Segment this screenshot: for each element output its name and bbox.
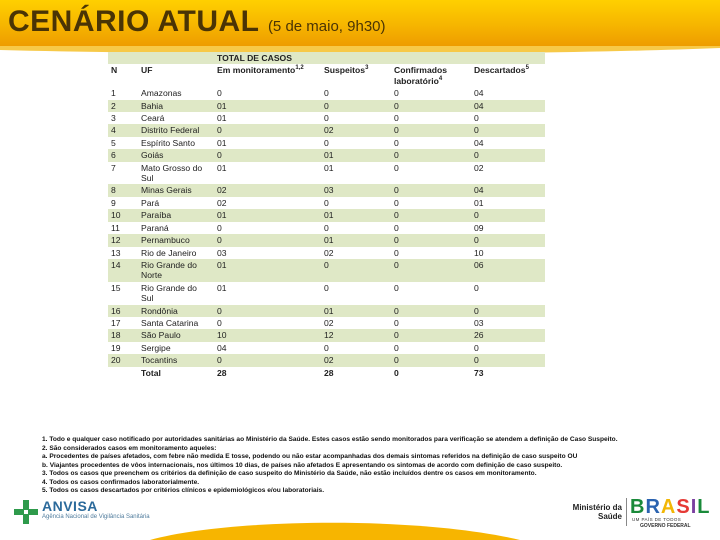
table-cell: 0 <box>394 317 399 328</box>
table-row <box>108 305 545 317</box>
table-row <box>108 247 545 259</box>
table-cell: 6 <box>111 150 116 161</box>
table-cell: 10 <box>111 210 121 221</box>
anvisa-cross-icon <box>14 500 38 524</box>
table-cell: Pará <box>141 197 160 208</box>
table-cell: 9 <box>111 197 116 208</box>
table-cell: 0 <box>217 150 222 161</box>
table-cell: Santa Catarina <box>141 317 199 328</box>
table-cell: 02 <box>217 197 227 208</box>
table-cell: 01 <box>324 210 334 221</box>
table-cell: Paraná <box>141 222 169 233</box>
table-cell: 01 <box>474 197 484 208</box>
table-row <box>108 259 545 282</box>
table-cell: 0 <box>324 137 329 148</box>
table-cell: 0 <box>394 282 399 293</box>
table-cell: 15 <box>111 282 121 293</box>
table-cell: 28 <box>217 367 227 378</box>
table-row <box>108 342 545 354</box>
table-cell: 03 <box>474 317 484 328</box>
table-cell: Tocantins <box>141 355 178 366</box>
table-cell: Total <box>141 367 161 378</box>
table-cell: 0 <box>474 235 479 246</box>
column-header: Confirmados laboratório$^4$ <box>394 65 447 86</box>
table-cell: 0 <box>217 235 222 246</box>
table-cell: 18 <box>111 330 121 341</box>
table-cell: 20 <box>111 355 121 366</box>
table-cell: 28 <box>324 367 334 378</box>
table-row <box>108 184 545 196</box>
table-row <box>108 329 545 341</box>
table-cell: 01 <box>324 305 334 316</box>
table-cell: Goiás <box>141 150 164 161</box>
table-cell: 01 <box>217 210 227 221</box>
table-cell: 14 <box>111 259 121 270</box>
table-cell: 0 <box>394 88 399 99</box>
table-cell: 02 <box>324 125 334 136</box>
table-cell: 0 <box>474 282 479 293</box>
table-cell: 17 <box>111 317 121 328</box>
table-cell: 0 <box>217 355 222 366</box>
table-cell: 02 <box>474 162 484 173</box>
table-row <box>108 162 545 185</box>
table-cell: Distrito Federal <box>141 125 200 136</box>
table-cell: 1 <box>111 88 116 99</box>
table-cell: 12 <box>111 235 121 246</box>
anvisa-name: ANVISA <box>42 498 98 514</box>
table-cell: 0 <box>324 113 329 124</box>
title-date: (5 de maio, 9h30) <box>267 18 386 35</box>
table-cell: 12 <box>324 330 334 341</box>
table-cell: 04 <box>474 88 484 99</box>
table-row <box>108 124 545 136</box>
cases-table <box>108 52 545 379</box>
table-cell: 0 <box>394 235 399 246</box>
table-row <box>108 282 545 305</box>
table-cell: 5 <box>111 137 116 148</box>
column-header: N <box>111 65 118 76</box>
table-cell: Paraíba <box>141 210 172 221</box>
table-cell: 0 <box>394 259 399 270</box>
title-main: CENÁRIO ATUAL <box>8 5 260 38</box>
table-cell: 16 <box>111 305 121 316</box>
table-cell: 0 <box>394 197 399 208</box>
table-cell: 26 <box>474 330 484 341</box>
table-cell: 7 <box>111 162 116 173</box>
table-cell: 01 <box>217 113 227 124</box>
table-row <box>108 112 545 124</box>
table-group-header-row <box>108 52 545 64</box>
table-cell: Rio Grande do Norte <box>141 259 197 281</box>
table-cell: 0 <box>394 150 399 161</box>
table-cell: 0 <box>324 88 329 99</box>
table-cell: 73 <box>474 367 484 378</box>
table-row <box>108 317 545 329</box>
table-cell: 0 <box>394 305 399 316</box>
table-row <box>108 354 545 366</box>
table-row <box>108 137 545 149</box>
footnotes <box>42 436 702 496</box>
table-cell: 02 <box>324 317 334 328</box>
column-header: Suspeitos$^3$ <box>324 65 369 76</box>
table-cell: 0 <box>394 125 399 136</box>
table-cell: 0 <box>324 282 329 293</box>
table-cell: Rondônia <box>141 305 178 316</box>
brasil-logo <box>630 496 710 530</box>
anvisa-subtitle: Agência Nacional de Vigilância Sanitária <box>42 514 150 520</box>
footnote-line: a. Procedentes de países afetados, com febre não medida E tosse, podendo ou não estar acompanhadas dos demais sintomas referidos na definição de caso suspeito OU <box>42 453 578 460</box>
table-row <box>108 149 545 161</box>
table-cell: 10 <box>474 247 484 258</box>
table-cell: 04 <box>474 185 484 196</box>
table-cell: 02 <box>217 185 227 196</box>
table-cell: 0 <box>394 342 399 353</box>
brasil-government: GOVERNO FEDERAL <box>640 523 691 529</box>
column-header: Descartados$^5$ <box>474 65 529 76</box>
table-row <box>108 234 545 246</box>
table-cell: 0 <box>324 100 329 111</box>
slide-title <box>8 5 386 39</box>
table-cell: 0 <box>394 137 399 148</box>
anvisa-logo <box>14 498 194 528</box>
table-cell: 01 <box>324 235 334 246</box>
table-cell: 0 <box>217 125 222 136</box>
table-cell: 0 <box>394 162 399 173</box>
table-cell: Minas Gerais <box>141 185 192 196</box>
table-cell: 0 <box>217 317 222 328</box>
table-cell: 0 <box>394 185 399 196</box>
table-row <box>108 87 545 99</box>
table-cell: 01 <box>324 162 334 173</box>
table-cell: 09 <box>474 222 484 233</box>
table-cell: 04 <box>474 100 484 111</box>
table-cell: 0 <box>217 305 222 316</box>
table-cell: 0 <box>324 197 329 208</box>
table-cell: 04 <box>474 137 484 148</box>
table-cell: 0 <box>217 88 222 99</box>
table-cell: 03 <box>324 185 334 196</box>
table-cell: 03 <box>217 247 227 258</box>
table-cell: Mato Grosso do Sul <box>141 162 203 184</box>
table-cell: 0 <box>474 355 479 366</box>
table-cell: São Paulo <box>141 330 181 341</box>
table-cell <box>108 367 138 379</box>
table-cell: 0 <box>474 342 479 353</box>
table-row <box>108 197 545 209</box>
table-cell: Rio de Janeiro <box>141 247 197 258</box>
table-cell: 0 <box>394 247 399 258</box>
table-cell: 10 <box>217 330 227 341</box>
footnote-line: 3. Todos os casos que preenchem os critérios da definição de caso suspeito do Ministério da Saúde, não estão incluídos dentre os casos em monitoramento. <box>42 470 537 477</box>
table-cell: 0 <box>394 210 399 221</box>
table-cell: 01 <box>217 282 227 293</box>
table-cell: 02 <box>324 247 334 258</box>
table-cell: Ceará <box>141 113 165 124</box>
table-cell: 0 <box>324 342 329 353</box>
table-cell: 19 <box>111 342 121 353</box>
table-cell: 01 <box>217 259 227 270</box>
table-total-row <box>108 367 545 379</box>
table-cell: 0 <box>394 113 399 124</box>
brasil-word: BRASIL <box>630 496 711 518</box>
table-cell: Pernambuco <box>141 235 190 246</box>
table-cell: 0 <box>324 259 329 270</box>
table-cell: 2 <box>111 100 116 111</box>
table-cell: 0 <box>474 305 479 316</box>
footnote-line: 1. Todo e qualquer caso notificado por autoridades sanitárias ao Ministério da Saúde. Estes casos estão sendo monitorados para verificação se atendem a definição de Caso Suspeito. <box>42 436 618 443</box>
table-cell: 8 <box>111 185 116 196</box>
table-cell: 01 <box>217 100 227 111</box>
table-header-row <box>108 64 545 87</box>
table-cell: 0 <box>474 150 479 161</box>
table-body <box>108 87 545 379</box>
footnote-line: 4. Todos os casos confirmados laboratorialmente. <box>42 478 200 486</box>
brasil-tagline: UM PAÍS DE TODOS <box>632 517 682 522</box>
table-cell: 01 <box>217 162 227 173</box>
table-cell: Amazonas <box>141 88 182 99</box>
table-cell: 0 <box>394 222 399 233</box>
table-cell: 4 <box>111 125 116 136</box>
ministry-label: Ministério da Saúde <box>572 503 622 521</box>
table-cell: 0 <box>217 222 222 233</box>
group-header: TOTAL DE CASOS <box>217 53 292 63</box>
table-cell: 0 <box>474 125 479 136</box>
table-cell: 11 <box>111 222 120 233</box>
table-cell: 01 <box>217 137 227 148</box>
table-cell: Bahia <box>141 100 163 111</box>
table-cell: 13 <box>111 247 121 258</box>
table-cell: Rio Grande do Sul <box>141 282 197 304</box>
table-cell: 0 <box>394 330 399 341</box>
table-cell: 01 <box>324 150 334 161</box>
column-header: Em monitoramento$^{1,2}$ <box>217 65 304 76</box>
table-row <box>108 100 545 112</box>
footnote-line: 5. Todos os casos descartados por critérios clínicos e epidemiológicos e/ou laboratoriais. <box>42 487 325 494</box>
table-cell: 0 <box>394 367 399 378</box>
table-cell: 04 <box>217 342 227 353</box>
table-cell: 0 <box>474 113 479 124</box>
column-header: UF <box>141 65 153 76</box>
table-cell: 0 <box>394 100 399 111</box>
table-row <box>108 209 545 221</box>
footnote-line: 2. São considerados casos em monitoramento aqueles: <box>42 444 217 452</box>
table-cell: 3 <box>111 113 116 124</box>
table-cell: 0 <box>394 355 399 366</box>
table-cell: 06 <box>474 259 484 270</box>
footnote-line: b. Viajantes procedentes de vôos internacionais, nos últimos 10 dias, de países não afetados E apresentando os sintomas de acordo com definição de caso suspeito. <box>42 461 563 469</box>
table-cell: 0 <box>474 210 479 221</box>
table-cell: 02 <box>324 355 334 366</box>
table-cell: Sergipe <box>141 342 171 353</box>
table-cell: Espírito Santo <box>141 137 195 148</box>
table-row <box>108 222 545 234</box>
logo-divider <box>626 498 627 526</box>
table-cell: 0 <box>324 222 329 233</box>
